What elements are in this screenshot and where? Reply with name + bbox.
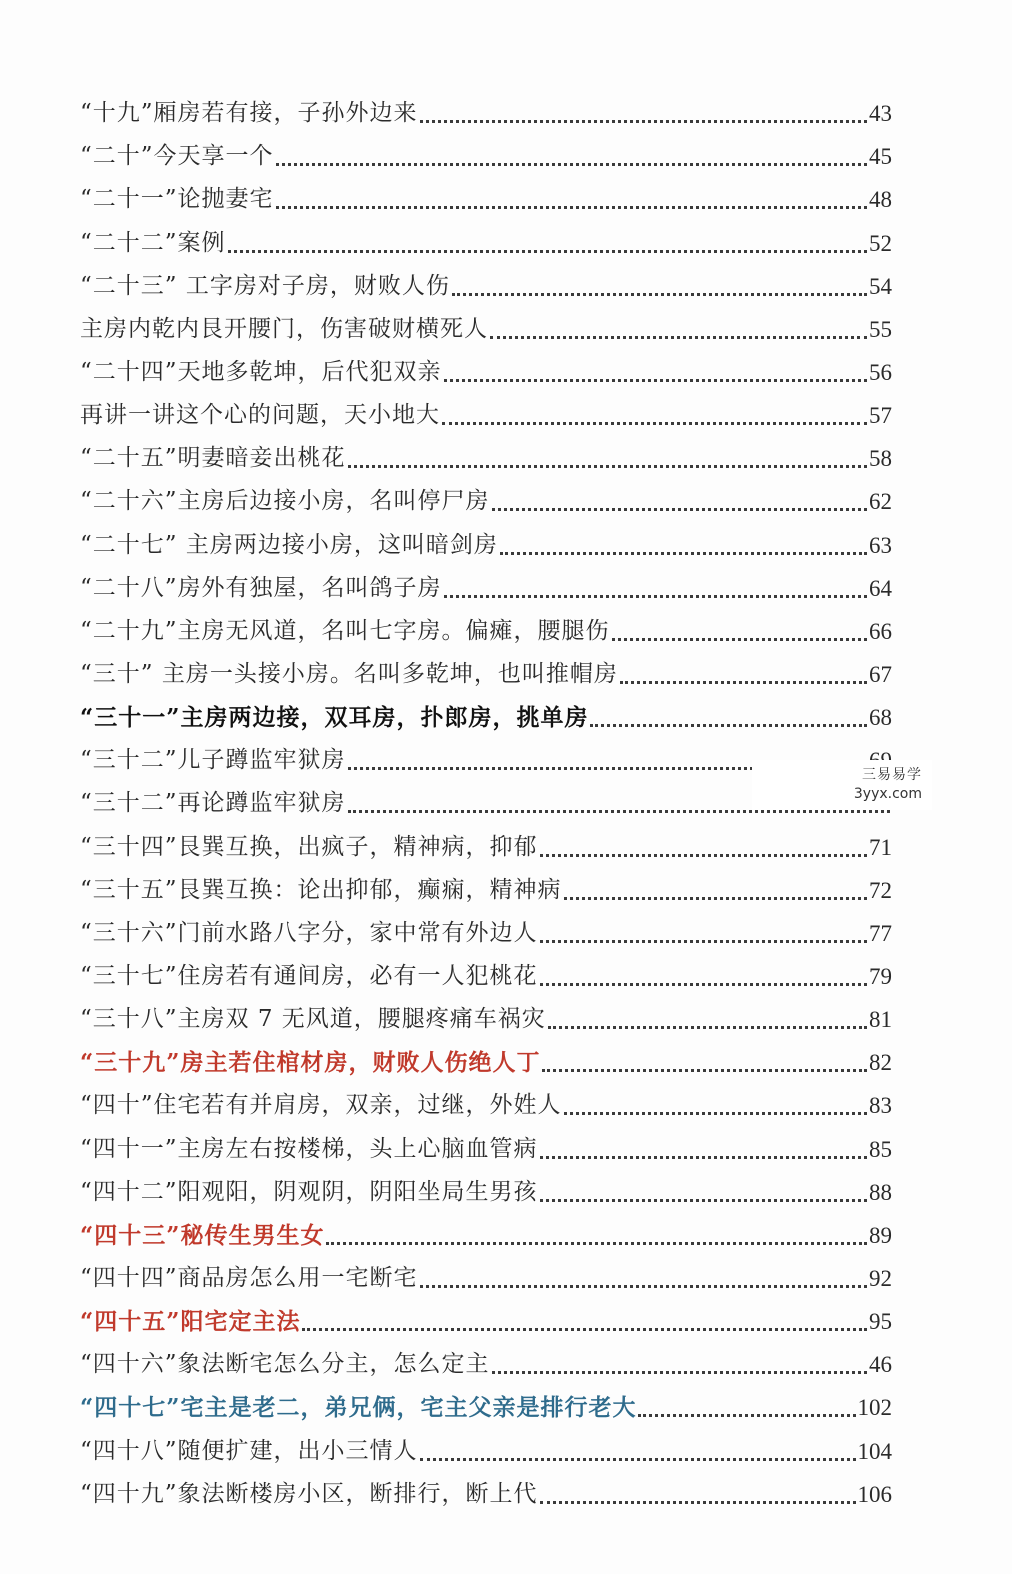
toc-entry-title: 主房内乾内艮开腰门，伤害破财横死人 [80, 315, 488, 342]
dot-leader [612, 638, 867, 641]
dot-leader [540, 940, 867, 943]
toc-entry-title: “四十一”主房左右按楼梯，头上心脑血管病 [80, 1135, 538, 1162]
toc-entry [80, 1084, 892, 1127]
toc-entry [80, 437, 892, 480]
toc-entry-title: “二十三” 工字房对子房，财败人伤 [80, 272, 450, 299]
toc-entry-page-number: 56 [869, 359, 892, 385]
toc-entry-page-number: 71 [869, 834, 892, 860]
toc-entry-title: “三十” 主房一头接小房。名叫多乾坤，也叫推帽房 [80, 660, 618, 687]
toc-entry-title: 再讲一讲这个心的问题，天小地大 [80, 402, 440, 429]
toc-entry [80, 178, 892, 221]
toc-entry-page-number: 52 [869, 230, 892, 256]
toc-entry [80, 912, 892, 955]
toc-entry [80, 1171, 892, 1214]
toc-entry-page-number: 77 [869, 920, 892, 946]
dot-leader [590, 724, 867, 727]
toc-entry-page-number: 62 [869, 489, 892, 515]
toc-entry-page-number: 46 [869, 1352, 892, 1378]
toc-entry [80, 998, 892, 1041]
toc-entry-title: “四十八”随便扩建，出小三情人 [80, 1437, 418, 1464]
dot-leader [548, 1026, 867, 1029]
toc-entry [80, 92, 892, 135]
toc-entry-title: “四十三”秘传生男生女 [80, 1221, 325, 1249]
dot-leader [348, 810, 890, 813]
dot-leader [540, 854, 867, 857]
toc-entry-title: “三十九”房主若住棺材房，财败人伤绝人丁 [80, 1049, 541, 1077]
toc-entry-page-number: 54 [869, 273, 892, 299]
toc-entry [80, 869, 892, 912]
toc-entry-title: “四十五”阳宅定主法 [80, 1308, 301, 1336]
toc-entry [80, 1041, 892, 1084]
toc-entry-title: “三十二”儿子蹲监牢狱房 [80, 747, 346, 774]
toc-entry-title: “三十六”门前水路八字分，家中常有外边人 [80, 919, 538, 946]
toc-entry-page-number: 68 [869, 705, 892, 731]
toc-entry-page-number: 85 [869, 1136, 892, 1162]
dot-leader [444, 595, 867, 598]
toc-entry-title: “二十二”案例 [80, 229, 226, 256]
toc-entry-title: “二十七” 主房两边接小房，这叫暗剑房 [80, 531, 498, 558]
dot-leader [302, 1328, 867, 1331]
toc-entry-title: “四十七”宅主是老二，弟兄俩，宅主父亲是排行老大 [80, 1394, 637, 1422]
toc-entry-page-number: 45 [869, 144, 892, 170]
toc-entry-title: “四十六”象法断宅怎么分主，怎么定主 [80, 1351, 490, 1378]
toc-entry-title: “四十九”象法断楼房小区，断排行，断上代 [80, 1480, 538, 1507]
toc-entry-page-number: 67 [869, 661, 892, 687]
toc-entry-page-number: 63 [869, 532, 892, 558]
toc-entry [80, 1429, 892, 1472]
toc-entry-title: “二十四”天地多乾坤，后代犯双亲 [80, 358, 442, 385]
toc-entry-page-number: 95 [869, 1309, 892, 1335]
toc-entry [80, 610, 892, 653]
toc-entry-page-number: 57 [869, 403, 892, 429]
toc-entry-page-number: 106 [857, 1481, 892, 1507]
toc-entry [80, 825, 892, 868]
toc-entry-page-number: 104 [857, 1438, 892, 1464]
dot-leader [276, 163, 867, 166]
dot-leader [542, 1069, 867, 1072]
dot-leader [638, 1414, 855, 1417]
toc-entry-title: “二十”今天享一个 [80, 143, 274, 170]
dot-leader [348, 465, 867, 468]
toc-entry-title: “四十”住宅若有并肩房，双亲，过继，外姓人 [80, 1092, 562, 1119]
watermark-site-url: 3yyx.com [853, 786, 922, 802]
dot-leader [326, 1242, 867, 1245]
dot-leader [228, 250, 867, 253]
toc-entry [80, 308, 892, 351]
toc-entry-page-number: 81 [869, 1007, 892, 1033]
toc-entry [80, 135, 892, 178]
toc-entry [80, 523, 892, 566]
toc-entry [80, 1257, 892, 1300]
toc-entry-title: “二十九”主房无风道，名叫七字房。偏瘫，腰腿伤 [80, 617, 610, 644]
toc-entry-page-number: 72 [869, 877, 892, 903]
toc-entry [80, 221, 892, 264]
dot-leader [540, 1156, 867, 1159]
watermark-site-name: 三易易学 [862, 767, 922, 783]
toc-entry-page-number: 92 [869, 1265, 892, 1291]
dot-leader [564, 1112, 867, 1115]
toc-entry-page-number: 43 [869, 101, 892, 127]
toc-entry-page-number: 82 [869, 1050, 892, 1076]
toc-entry-title: “二十六”主房后边接小房，名叫停尸房 [80, 488, 490, 515]
toc-entry-title: “三十八”主房双 7 无风道，腰腿疼痛车祸灾 [80, 1006, 546, 1033]
toc-entry [80, 955, 892, 998]
toc-entry [80, 653, 892, 696]
toc-entry-page-number: 58 [869, 446, 892, 472]
toc-entry-title: “二十一”论抛妻宅 [80, 186, 274, 213]
toc-entry-page-number: 79 [869, 963, 892, 989]
toc-entry-page-number: 66 [869, 618, 892, 644]
toc-entry-page-number: 55 [869, 316, 892, 342]
dot-leader [420, 1458, 856, 1461]
toc-entry-title: “三十五”艮巽互换：论出抑郁，癫痫，精神病 [80, 876, 562, 903]
toc-entry [80, 696, 892, 739]
toc-entry [80, 265, 892, 308]
dot-leader [420, 1285, 867, 1288]
toc-entry-title: “四十四”商品房怎么用一宅断宅 [80, 1264, 418, 1291]
dot-leader [540, 1501, 856, 1504]
toc-entry [80, 1386, 892, 1429]
toc-entry [80, 1127, 892, 1170]
toc-entry [80, 480, 892, 523]
dot-leader [564, 897, 867, 900]
toc-entry [80, 394, 892, 437]
toc-entry-page-number: 64 [869, 575, 892, 601]
toc-entry-title: “三十一”主房两边接，双耳房，扑郎房，挑单房 [80, 704, 589, 732]
dot-leader [452, 293, 867, 296]
dot-leader [444, 379, 867, 382]
toc-entry-title: “四十二”阳观阳，阴观阴，阴阳坐局生男孩 [80, 1178, 538, 1205]
toc-entry [80, 351, 892, 394]
toc-entry-page-number: 89 [869, 1222, 892, 1248]
dot-leader [500, 552, 867, 555]
watermark [752, 760, 932, 810]
toc-entry [80, 1214, 892, 1257]
dot-leader [490, 336, 867, 339]
toc-entry [80, 567, 892, 610]
toc-entry [80, 1473, 892, 1516]
dot-leader [620, 681, 867, 684]
toc-entry [80, 1300, 892, 1343]
toc-entry-title: “二十五”明妻暗妾出桃花 [80, 445, 346, 472]
toc-entry-title: “三十七”住房若有通间房，必有一人犯桃花 [80, 962, 538, 989]
dot-leader [492, 1371, 867, 1374]
dot-leader [492, 508, 867, 511]
toc-entry-page-number: 88 [869, 1179, 892, 1205]
toc-entry-title: “三十四”艮巽互换，出疯子，精神病，抑郁 [80, 833, 538, 860]
dot-leader [540, 983, 867, 986]
toc-entry-page-number: 83 [869, 1093, 892, 1119]
dot-leader [540, 1199, 867, 1202]
dot-leader [442, 422, 867, 425]
toc-entry [80, 1343, 892, 1386]
toc-entry-page-number: 102 [857, 1395, 892, 1421]
toc-entry-title: “三十二”再论蹲监牢狱房 [80, 790, 346, 817]
toc-entry-title: “十九”厢房若有接，子孙外边来 [80, 100, 418, 127]
toc-entry-title: “二十八”房外有独屋，名叫鸽子房 [80, 574, 442, 601]
toc-entry-page-number: 48 [869, 187, 892, 213]
dot-leader [276, 206, 867, 209]
dot-leader [420, 120, 867, 123]
